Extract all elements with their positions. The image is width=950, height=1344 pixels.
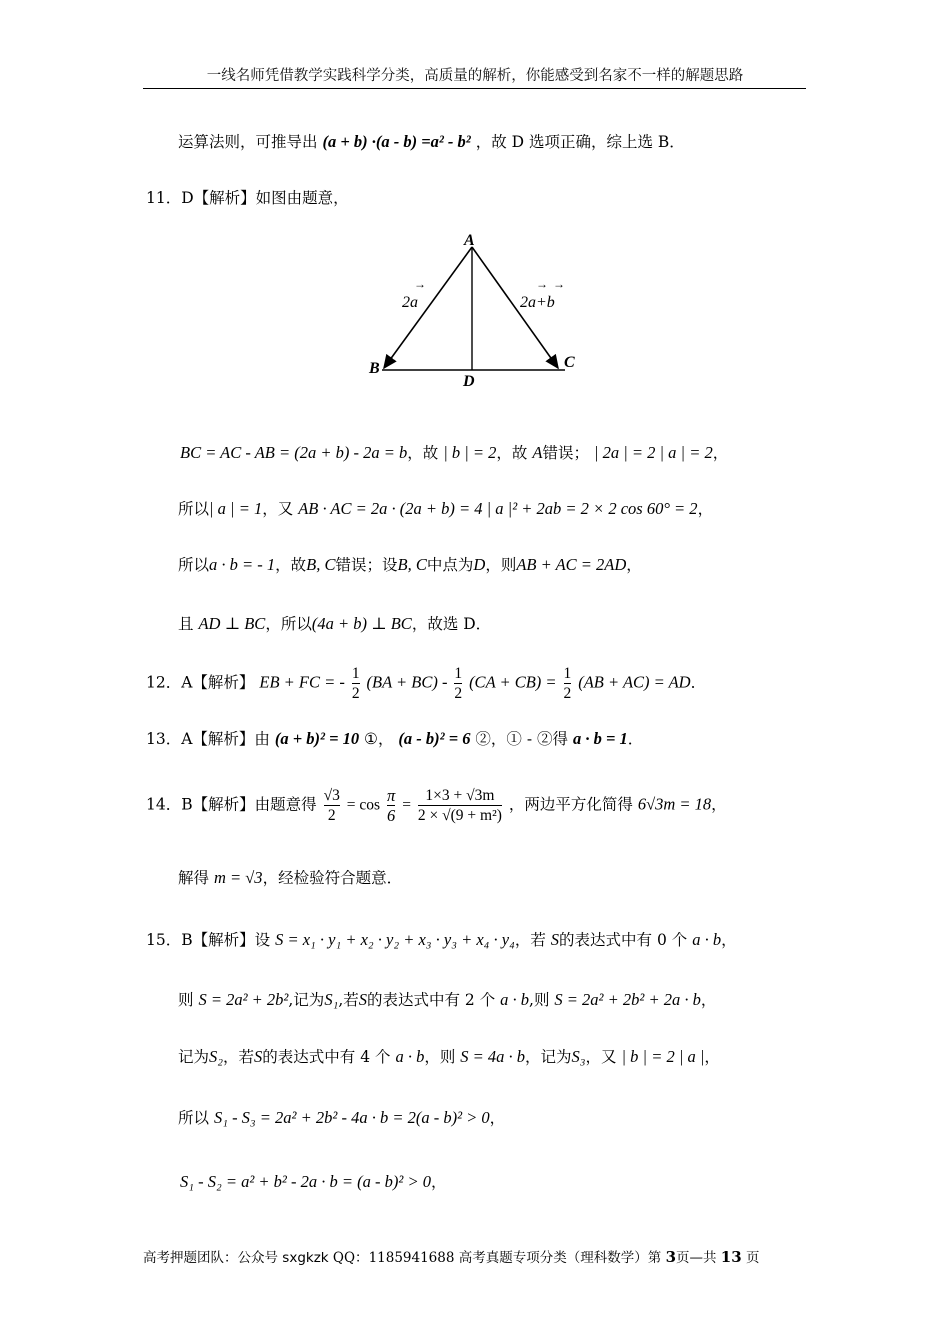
- solution-line: [178, 497, 713, 519]
- formula: S: [550, 930, 560, 949]
- text: ，: [704, 1048, 720, 1066]
- question-14: [146, 786, 727, 825]
- formula: | b | = 2: [443, 443, 497, 462]
- formula: S = 2a² + 2b² + 2a · b: [554, 990, 701, 1009]
- text: ．: [627, 730, 644, 748]
- label-D: D: [463, 373, 475, 390]
- denominator: 2 × √(9 + m²): [417, 807, 502, 824]
- label-right-vector: 2a+b: [520, 294, 555, 311]
- text: 的表达式中有 2 个: [367, 991, 496, 1009]
- footer-wechat: sxgkzk: [282, 1250, 329, 1266]
- fraction: [454, 664, 462, 703]
- formula: EB + FC = -: [259, 672, 345, 692]
- text: ，经检验符合题意．: [262, 869, 403, 887]
- formula: S = 2a² + 2b²: [198, 990, 289, 1009]
- text: ，: [700, 991, 717, 1009]
- solution-line: [180, 1170, 446, 1192]
- numerator: 1×3 + √3m: [425, 787, 495, 804]
- text: ．: [690, 673, 707, 692]
- formula: S = 4a · b: [460, 1047, 526, 1066]
- text: = cos: [346, 796, 381, 814]
- footer-page: 3: [665, 1248, 676, 1266]
- footer-mid: 页—共: [676, 1250, 717, 1266]
- solution-line: [178, 1045, 720, 1067]
- text: 解得: [178, 869, 210, 887]
- formula: AB + AC = 2AD: [516, 555, 627, 574]
- fraction: [352, 664, 360, 703]
- text: ，故: [496, 444, 528, 462]
- question-13: [146, 727, 643, 749]
- formula: B, C: [306, 555, 336, 574]
- vector-arrow-mark: →: [414, 277, 426, 291]
- label-A: A: [464, 232, 475, 249]
- numerator: π: [386, 786, 396, 805]
- page-header: 一线名师凭借教学实践科学分类，高质量的解析，你能感受到名家不一样的解题思路: [206, 68, 744, 84]
- fraction: [387, 786, 395, 825]
- text: ，故选 D．: [411, 615, 492, 633]
- text: 且: [178, 615, 194, 633]
- text: ，又: [585, 1048, 617, 1066]
- formula: m = √3: [213, 868, 263, 887]
- text: ，则: [485, 556, 517, 574]
- text: ，所以: [265, 615, 312, 633]
- denominator: 6: [387, 806, 396, 825]
- formula: a · b: [500, 990, 530, 1009]
- text: ，: [711, 795, 727, 814]
- formula: a · b: [395, 1047, 425, 1066]
- text: ，两边平方化简得: [508, 795, 633, 814]
- formula: B, C: [397, 555, 427, 574]
- formula: (BA + BC) -: [366, 672, 448, 692]
- question-label: 13．A【解析】由: [146, 730, 270, 748]
- formula: S: [254, 1047, 263, 1066]
- text: 的表达式中有 4 个: [262, 1048, 391, 1066]
- text: ，: [721, 931, 737, 949]
- formula: (AB + AC) = AD: [578, 672, 691, 692]
- text: ，若: [223, 1048, 255, 1066]
- denominator: 2: [454, 685, 463, 702]
- text: 的表达式中有 0 个: [559, 931, 688, 949]
- footer-total: 13: [720, 1248, 742, 1266]
- formula: | 2a | = 2 | a | = 2: [593, 443, 713, 462]
- numerator: 1: [454, 665, 463, 682]
- text: ，则: [424, 1048, 456, 1066]
- fraction: [418, 786, 502, 825]
- question-12: [146, 664, 706, 703]
- formula: a · b: [692, 930, 722, 949]
- formula: S₁: [324, 990, 339, 1009]
- solution-line: [180, 441, 728, 463]
- text: ，: [626, 556, 642, 574]
- text: ,若: [338, 991, 359, 1009]
- formula: (a + b) ·(a - b) =a² - b²: [322, 132, 471, 151]
- formula: BC = AC - AB = (2a + b) - 2a = b: [180, 443, 408, 462]
- text: =: [402, 796, 411, 814]
- text: 所以: [178, 500, 210, 518]
- fraction: [324, 786, 340, 825]
- formula: S = x₁ · y₁ + x₂ · y₂ + x₃ · y₃ + x₄ · y₄: [275, 930, 515, 949]
- denominator: 2: [324, 805, 340, 825]
- formula: AD ⊥ BC: [198, 614, 266, 633]
- numerator: √3: [323, 787, 340, 804]
- solution-line: [178, 866, 402, 888]
- numerator: 1: [563, 665, 572, 682]
- text: ，故: [275, 556, 307, 574]
- solution-line: [178, 612, 491, 634]
- footer-suffix: 页: [745, 1250, 760, 1266]
- text: ，: [430, 1173, 447, 1191]
- text: 所以: [178, 556, 210, 574]
- text: ，若: [514, 931, 546, 949]
- formula: a · b = - 1: [209, 555, 276, 574]
- text: 所以: [178, 1109, 210, 1127]
- text: 则: [178, 991, 194, 1009]
- formula: | b | = 2 | a |: [621, 1047, 705, 1066]
- vector-arrow-mark: →: [536, 277, 548, 291]
- formula: S₂: [209, 1047, 224, 1066]
- text: 记为: [178, 1048, 210, 1066]
- formula: (a - b)² = 6: [398, 729, 471, 748]
- formula: A: [532, 443, 543, 462]
- formula: | a | = 1: [209, 499, 263, 518]
- text: ，: [697, 500, 714, 518]
- denominator: 2: [563, 685, 572, 702]
- formula: a · b = 1: [572, 729, 628, 748]
- formula: S₃: [571, 1047, 586, 1066]
- text: ，记为: [525, 1048, 572, 1066]
- solution-line: [178, 988, 716, 1010]
- text: ，又: [262, 500, 294, 518]
- label-C: C: [564, 354, 575, 371]
- text: ，故 D 选项正确，综上选 B．: [475, 133, 685, 151]
- vector-AB: [384, 247, 472, 368]
- text: ,记为: [288, 991, 325, 1009]
- text: 错误；: [542, 444, 589, 462]
- footer-series: 高考真题专项分类（理科数学）第: [458, 1250, 662, 1266]
- formula: (a + b)² = 10: [274, 729, 360, 748]
- formula: S₁ - S₂ = a² + b² - 2a · b = (a - b)² > 0: [180, 1172, 431, 1191]
- text: ②，① - ②得: [475, 730, 569, 748]
- formula: (4a + b) ⊥ BC: [311, 614, 412, 633]
- label-B: B: [369, 360, 380, 377]
- text: 中点为: [426, 556, 474, 574]
- text: ,则: [529, 991, 550, 1009]
- footer-qq-label: QQ：: [332, 1250, 369, 1266]
- text: 运算法则，可推导出: [178, 133, 318, 151]
- formula: D: [473, 555, 486, 574]
- solution-line: [178, 553, 642, 575]
- footer-qq: 1185941688: [368, 1250, 455, 1266]
- footer-prefix: 高考押题团队：公众号: [143, 1250, 278, 1266]
- vector-arrow-mark: →: [553, 277, 565, 291]
- text: ，: [712, 444, 729, 462]
- question-label: 14．B【解析】由题意得: [146, 795, 317, 814]
- text: 错误；设: [335, 556, 398, 574]
- numerator: 1: [351, 665, 360, 682]
- text: ，: [489, 1109, 506, 1127]
- denominator: 2: [351, 685, 360, 702]
- solution-line: [178, 1106, 505, 1128]
- label-left-vector: 2a: [402, 294, 418, 311]
- text: ，故: [407, 444, 439, 462]
- formula: 6√3m = 18: [637, 794, 712, 814]
- text: ①，: [364, 730, 394, 748]
- formula: AB · AC = 2a · (2a + b) = 4 | a |² + 2ab = 2 × 2 cos 60° = 2: [298, 499, 698, 518]
- fraction: [564, 664, 572, 703]
- question-15: [146, 928, 737, 950]
- formula: S: [358, 990, 367, 1009]
- formula: S₁ - S₃ = 2a² + 2b² - 4a · b = 2(a - b)² > 0: [213, 1108, 490, 1127]
- question-11-label: 11．D【解析】如图由题意，: [146, 189, 349, 207]
- triangle-figure: [360, 225, 600, 390]
- header-rule: [143, 88, 806, 89]
- page-footer: [143, 1246, 759, 1266]
- question-label: 12．A【解析】: [146, 673, 255, 692]
- formula: (CA + CB) =: [469, 672, 557, 692]
- line-continuation: [178, 130, 685, 152]
- question-label: 15．B【解析】设: [146, 931, 271, 949]
